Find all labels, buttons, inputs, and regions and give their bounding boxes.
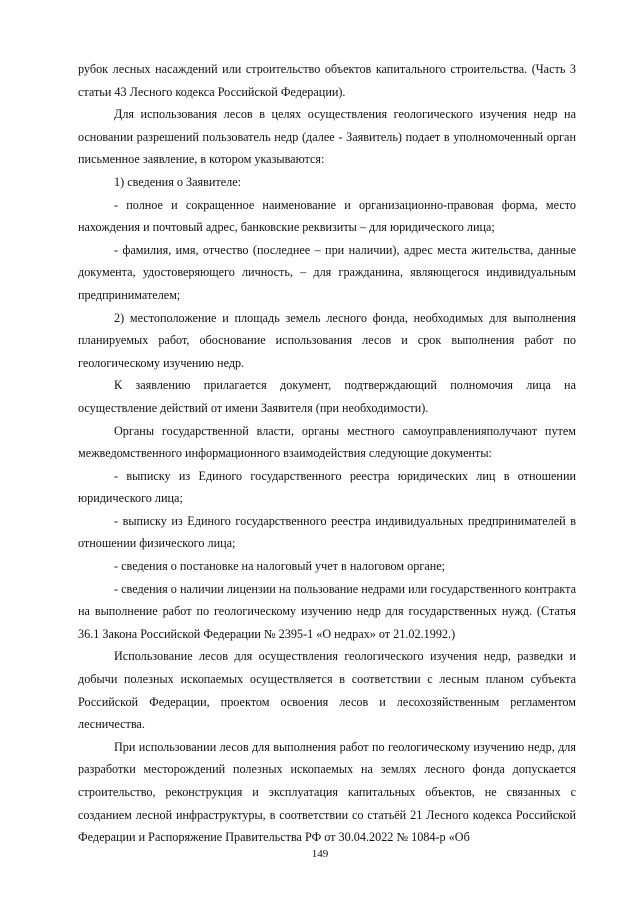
paragraph: - полное и сокращенное наименование и организационно-правовая форма, место нахождения и почтовый адрес, банковские реквизиты – для юридического лица; bbox=[78, 197, 576, 235]
paragraph: Для использования лесов в целях осуществления геологического изучения недр на основании разрешений пользователь недр (далее - Заявитель) подает в уполномоченный орган письменное заявление, в котором указываются: bbox=[78, 107, 576, 167]
paragraph: - выписку из Единого государственного реестра юридических лиц в отношении юридического лица; bbox=[78, 468, 576, 506]
page-number: 149 bbox=[311, 848, 329, 860]
paragraph: Использование лесов для осуществления геологического изучения недр, разведки и добычи полезных ископаемых осуществляется в соответствии с лесным планом субъекта Российской Федерации, проектом освоения лесов и лесохозяйственным регламентом лесничества. bbox=[78, 649, 576, 732]
paragraph: Органы государственной власти, органы местного самоуправленияполучают путем межведомственного информационного взаимодействия следующие документы: bbox=[78, 423, 576, 461]
paragraph: 2) местоположение и площадь земель лесного фонда, необходимых для выполнения планируемых работ, обоснование использования лесов и срок выполнения работ по геологическому изучению недр. bbox=[78, 310, 576, 370]
paragraph: - сведения о наличии лицензии на пользование недрами или государственного контракта на выполнение работ по геологическому изучению недр для государственных нужд. (Статья 36.1 Закона Российской Федерации № 2395-1 «О недрах» от 21.02.1992.) bbox=[78, 581, 576, 641]
document-body bbox=[78, 58, 576, 849]
paragraph: 1) сведения о Заявителе: bbox=[114, 174, 241, 189]
paragraph: рубок лесных насаждений или строительство объектов капитального строительства. (Часть 3 статьи 43 Лесного кодекса Российской Федерации). bbox=[78, 62, 576, 99]
paragraph: При использовании лесов для выполнения работ по геологическому изучению недр, для разработки месторождений полезных ископаемых на землях лесного фонда допускается строительство, реконструкция и эксплуатация капитальных объектов, не связанных с созданием лесной инфраструктуры, в соответствии со статьёй 21 Лесного кодекса Российской Федерации и Распоряжение Правительства РФ от 30.04.2022 № 1084-р «Об bbox=[78, 739, 576, 845]
paragraph: - сведения о постановке на налоговый учет в налоговом органе; bbox=[114, 559, 446, 574]
paragraph: К заявлению прилагается документ, подтверждающий полномочия лица на осуществление действий от имени Заявителя (при необходимости). bbox=[78, 378, 576, 415]
paragraph: - фамилия, имя, отчество (последнее – при наличии), адрес места жительства, данные документа, удостоверяющего личность, – для гражданина, являющегося индивидуальным предпринимателем; bbox=[78, 242, 576, 302]
paragraph: - выписку из Единого государственного реестра индивидуальных предпринимателей в отношении физического лица; bbox=[78, 513, 576, 551]
